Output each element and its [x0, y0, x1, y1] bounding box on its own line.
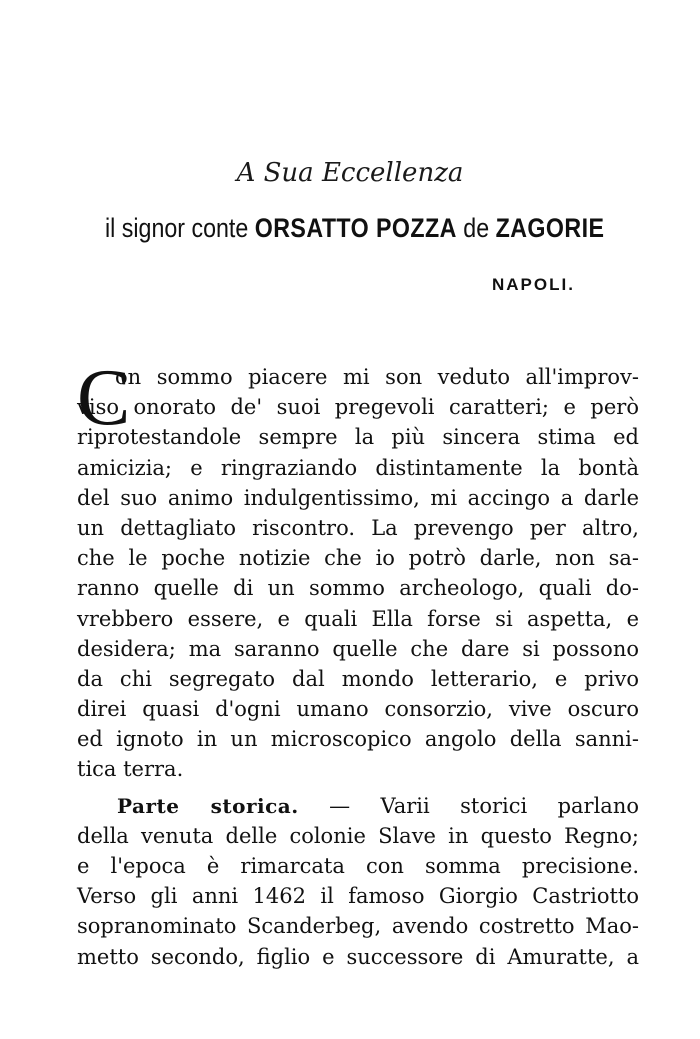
text-line: del suo animo indulgentissimo, mi accingo a darle [77, 485, 639, 510]
addressee [105, 213, 605, 244]
addressee-name: ORSATTO POZZA [254, 213, 457, 243]
addressee-surname: ZAGORIE [495, 213, 605, 243]
text-line: metto secondo, figlio e successore di Amuratte, a [77, 944, 639, 969]
text-line: amicizia; e ringraziando distintamente la bontà [77, 455, 639, 480]
section-first-line [77, 791, 639, 821]
text-line: sopranominato Scanderbeg, avendo costretto Mao- [77, 914, 639, 939]
text-line: ed ignoto in un microscopico angolo della sanni- [77, 727, 639, 752]
text-line: un dettagliato riscontro. La prevengo per altro, [77, 515, 639, 540]
section-title: Parte storica. [117, 793, 299, 818]
text-line: della venuta delle colonie Slave in questo Regno; [77, 823, 639, 848]
text-line: tica terra. [77, 757, 184, 782]
text-line: vrebbero essere, e quali Ella forse si aspetta, e [77, 606, 639, 631]
text-line: che le poche notizie che io potrò darle, non sa- [77, 546, 639, 571]
section-first-line-rest: — Varii storici parlano [329, 793, 639, 818]
addressee-de: de [463, 213, 490, 243]
text-line: direi quasi d'ogni umano consorzio, vive oscuro [77, 697, 639, 722]
addressee-prefix: il signor conte [105, 213, 249, 243]
text-line: e l'epoca è rimarcata con somma precisione. [77, 854, 639, 878]
text-line: viso onorato de' suoi pregevoli caratteri; e però [77, 395, 639, 420]
drop-cap: C [77, 354, 131, 442]
text-line: Verso gli anni 1462 il famoso Giorgio Castriotto [77, 884, 639, 909]
text-line: da chi segregato dal mondo letterario, e privo [77, 666, 639, 691]
text-line: riprotestandole sempre la più sincera stima ed [77, 425, 639, 450]
text-line: on sommo piacere mi son veduto all'improv- [115, 365, 639, 389]
text-line: ranno quelle di un sommo archeologo, quali do- [77, 576, 639, 601]
salutation: A Sua Eccellenza [236, 158, 464, 188]
city: NAPOLI. [492, 275, 575, 294]
text-line: desidera; ma saranno quelle che dare si possono [77, 636, 639, 661]
letter-body [77, 354, 639, 972]
